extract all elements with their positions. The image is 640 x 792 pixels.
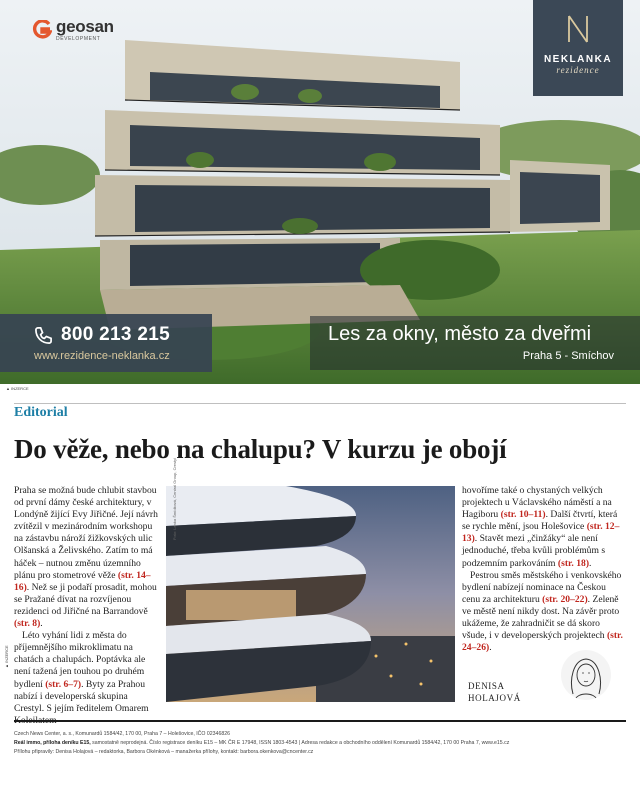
headline-part3: na chalupu?: [176, 434, 316, 464]
advertisement-banner[interactable]: [0, 0, 640, 384]
headline-part4: V kurzu je obojí: [315, 434, 507, 464]
footer-credits: Přílohu připravily: Denisa Holajová – redaktorka, Barbora Okénková – manažerka přílohy, kontakt: barbora.okenkova@cncenter.cz: [14, 749, 314, 755]
phone-icon: [34, 326, 53, 345]
page-reference[interactable]: (str. 6–7): [45, 678, 82, 690]
contact-box[interactable]: [0, 314, 212, 372]
page-reference[interactable]: (str. 18): [557, 557, 590, 569]
section-title: Editorial: [14, 405, 68, 420]
tower-photo-illustration: [166, 486, 455, 702]
neklanka-monogram-icon: [565, 12, 591, 46]
page-reference[interactable]: (str. 8): [14, 618, 41, 630]
neklanka-brand-box[interactable]: [533, 0, 623, 96]
imprint-footer: [14, 730, 626, 757]
footer-registration: Reál immo, příloha deníku E15, samostatně neprodejná. Číslo registrace deníku E15 – MK ČR E 17948, ISSN 1803-4543 | Adresa redakce a obchodního oddělení Komunardů 1584/42, 170 00 Praha 7, www.e15.cz: [14, 740, 510, 746]
page-reference[interactable]: (str. 12–13): [462, 521, 620, 545]
website-link[interactable]: www.rezidence-neklanka.cz: [34, 350, 170, 362]
author-avatar: [561, 650, 611, 700]
geosan-logo[interactable]: [32, 18, 114, 42]
paragraph: Léto vyhání lidi z města do příjemnějšího mikroklimatu na chatách a chalupách. Poptávka ale není tažená jen touhou po druhém bydlení (str. 6–7). Byty za Prahou nabízí i developerská skupina Crestyl. S jejím ředitelem Omarem: [14, 630, 149, 714]
page-reference[interactable]: (str. 24–26): [462, 630, 623, 654]
phone-number[interactable]: 800 213 215: [61, 324, 170, 345]
ad-slogan: Les za okny, město za dveřmi: [328, 323, 592, 345]
headline-part2: nebo: [108, 434, 177, 464]
divider: [14, 403, 626, 404]
paragraph: hovoříme také o chystaných velkých projektech u Václavského náměstí a na Hagiboru (str. 10–11). Další čtvrtí, která se rychle mění, jsou Holešovice (str. 12–13). Stavět mezi „činžáky“ ale není jednoduché, třeba kvůli problémům s podzemním parkováním (str. 18).: [462, 485, 620, 569]
page-reference[interactable]: (str. 14–16): [14, 569, 151, 593]
photo-credit: Foto: Lenka Šmídková, Central Group, Crestyl: [172, 457, 177, 540]
article-column-right: [462, 485, 624, 654]
advertisement-label: ▲ INZERCE: [6, 386, 29, 391]
ad-location: Praha 5 - Smíchov: [522, 350, 614, 362]
headline: [14, 434, 506, 465]
author-last-name: HOLAJOVÁ: [468, 693, 521, 703]
footer-publisher: Czech News Center, a. s., Komunardů 1584/42, 170 00, Praha 7 – Holešovice, IČO 02346826: [14, 731, 230, 737]
article-column-left: [14, 485, 159, 727]
brand-name: NEKLANKA: [543, 54, 613, 65]
page-reference[interactable]: (str. 10–11): [500, 509, 546, 521]
article-photo: [166, 486, 455, 702]
brand-subtitle: rezidence: [556, 65, 600, 75]
headline-part1: Do věže,: [14, 434, 109, 464]
advertisement-label-side: ▲ INZERCE: [4, 645, 9, 668]
logo-name: geosan: [56, 17, 114, 36]
slogan-box: [310, 316, 640, 370]
paragraph: Pestrou směs městského i venkovského bydlení nabízejí nominace na Českou cenu za architekturu (str. 20–22). Zeleně ve městě není nikdy dost. Na závěr proto ukážeme, že zahradničit se dá skoro všude, i v developerských projektech (str. 24–26).: [462, 569, 623, 654]
author-portrait-icon: [561, 650, 611, 700]
paragraph: Praha se možná bude chlubit stavbou od první dámy české architektury, v Londýně žijící Evy Jiřičné. Její návrh zvítězil v mezinárodním workshopu na zástavbu nároží žižkovských ulic Olšanská a Želivského. Zatím to má háček – nutnou změnu územního plánu pro stometrové věže (str. 14–16). Než se ji podaří prosadit, mohou se Pražané dívat na rozvíjenou rezidenci od Jiřičné na Barrandově (str. 8).: [14, 485, 158, 630]
page-reference[interactable]: (str. 20–22): [542, 593, 588, 605]
geosan-logo-icon: [32, 20, 52, 40]
author-first-name: DENISA: [468, 681, 505, 691]
logo-subtitle: DEVELOPMENT: [56, 36, 101, 42]
author-byline: [468, 680, 521, 704]
footer-divider: [14, 720, 626, 722]
